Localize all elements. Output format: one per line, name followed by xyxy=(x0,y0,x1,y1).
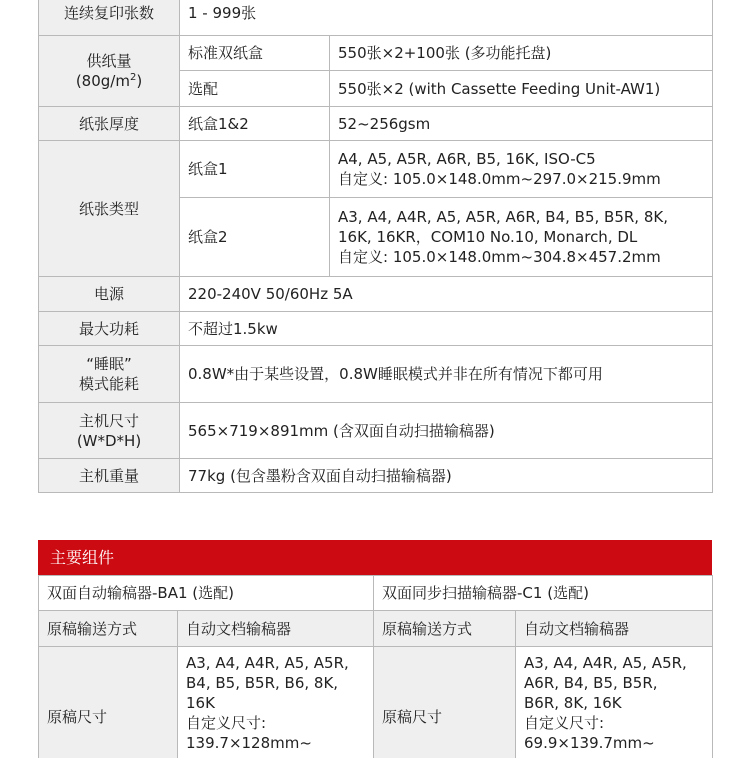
continuous-copy-label: 连续复印张数 xyxy=(39,0,180,36)
right-component-title: 双面同步扫描输稿器-C1 (选配) xyxy=(374,576,713,611)
paper-supply-label-line2: $(80g/m^2)$ xyxy=(75,72,143,90)
spec-row-continuous-copy xyxy=(39,0,713,36)
weight-value: 77kg (包含墨粉含双面自动扫描输稿器) xyxy=(180,459,713,493)
sleep-power-label xyxy=(39,346,180,403)
right-size-line: A3, A4, A4R, A5, A5R, xyxy=(524,654,687,672)
right-feed-value: 自动文档输稿器 xyxy=(516,611,713,647)
components-title-row xyxy=(39,576,713,611)
left-feed-value: 自动文档输稿器 xyxy=(178,611,374,647)
left-size-line: B4, B5, B5R, B6, 8K, xyxy=(186,674,339,692)
dimensions-label xyxy=(39,403,180,459)
paper-supply-label-line1: 供纸量 xyxy=(86,52,132,70)
paper-supply-optional-value: 550张×2 (with Cassette Feeding Unit-AW1) xyxy=(330,71,713,107)
right-size-line: 自定义尺寸: xyxy=(524,714,605,732)
left-size-line: 139.7×128mm~ xyxy=(186,734,312,752)
paper-type-tray2-line: 16K, 16KR，COM10 No.10, Monarch, DL xyxy=(338,228,638,246)
left-size-value xyxy=(178,647,374,758)
spec-row-paper-thickness xyxy=(39,107,713,141)
left-size-line: 16K xyxy=(186,694,215,712)
sleep-power-label-line1: “睡眠” xyxy=(86,355,132,373)
max-power-label: 最大功耗 xyxy=(39,312,180,346)
right-size-value xyxy=(516,647,713,758)
left-size-line: A3, A4, A4R, A5, A5R, xyxy=(186,654,349,672)
paper-type-tray1-line: A4, A5, A5R, A6R, B5, 16K, ISO-C5 xyxy=(338,150,596,168)
weight-label: 主机重量 xyxy=(39,459,180,493)
paper-type-label: 纸张类型 xyxy=(39,141,180,277)
paper-supply-optional-sub: 选配 xyxy=(180,71,330,107)
paper-type-tray2-value xyxy=(330,198,713,277)
paper-type-tray2-sub: 纸盒2 xyxy=(180,198,330,277)
dimensions-value: 565×719×891mm (含双面自动扫描输稿器) xyxy=(180,403,713,459)
paper-thickness-sub: 纸盒1&2 xyxy=(180,107,330,141)
components-feed-row xyxy=(39,611,713,647)
paper-thickness-label: 纸张厚度 xyxy=(39,107,180,141)
spec-row-paper-type-tray1 xyxy=(39,141,713,198)
left-component-title: 双面自动输稿器-BA1 (选配) xyxy=(39,576,374,611)
left-size-line: 自定义尺寸: xyxy=(186,714,267,732)
right-size-label: 原稿尺寸 xyxy=(374,647,516,758)
paper-thickness-value: 52~256gsm xyxy=(330,107,713,141)
paper-supply-standard-sub: 标准双纸盒 xyxy=(180,36,330,71)
max-power-value: 不超过1.5kw xyxy=(180,312,713,346)
components-table xyxy=(38,575,713,758)
left-size-label: 原稿尺寸 xyxy=(39,647,178,758)
sleep-power-value: 0.8W*由于某些设置，0.8W睡眠模式并非在所有情况下都可用 xyxy=(180,346,713,403)
power-label: 电源 xyxy=(39,277,180,312)
dimensions-label-line1: 主机尺寸 xyxy=(78,411,139,430)
continuous-copy-value: 1 - 999张 xyxy=(180,0,713,36)
right-feed-label: 原稿输送方式 xyxy=(374,611,516,647)
components-header: 主要组件 xyxy=(38,540,712,575)
left-feed-label: 原稿输送方式 xyxy=(39,611,178,647)
spec-table xyxy=(38,0,713,493)
spec-row-power xyxy=(39,277,713,312)
right-size-line: B6R, 8K, 16K xyxy=(524,694,622,712)
paper-type-tray2-line: 自定义: 105.0×148.0mm~304.8×457.2mm xyxy=(338,248,661,266)
sleep-power-label-line2: 模式能耗 xyxy=(78,375,139,393)
components-size-row xyxy=(39,647,713,758)
paper-supply-label xyxy=(39,36,180,107)
dimensions-label-line2: (W*D*H) xyxy=(76,431,142,450)
paper-supply-standard-value: 550张×2+100张 (多功能托盘) xyxy=(330,36,713,71)
spec-row-weight xyxy=(39,459,713,493)
right-size-line: A6R, B4, B5, B5R, xyxy=(524,674,658,692)
spec-row-paper-supply-standard xyxy=(39,36,713,71)
spec-row-sleep-power xyxy=(39,346,713,403)
spec-row-dimensions xyxy=(39,403,713,459)
paper-type-tray1-value xyxy=(330,141,713,198)
spec-row-max-power xyxy=(39,312,713,346)
power-value: 220-240V 50/60Hz 5A xyxy=(180,277,713,312)
paper-type-tray2-line: A3, A4, A4R, A5, A5R, A6R, B4, B5, B5R, 8K, xyxy=(338,208,668,226)
right-size-line: 69.9×139.7mm~ xyxy=(524,734,655,752)
paper-type-tray1-sub: 纸盒1 xyxy=(180,141,330,198)
paper-type-tray1-line: 自定义: 105.0×148.0mm~297.0×215.9mm xyxy=(338,170,661,188)
